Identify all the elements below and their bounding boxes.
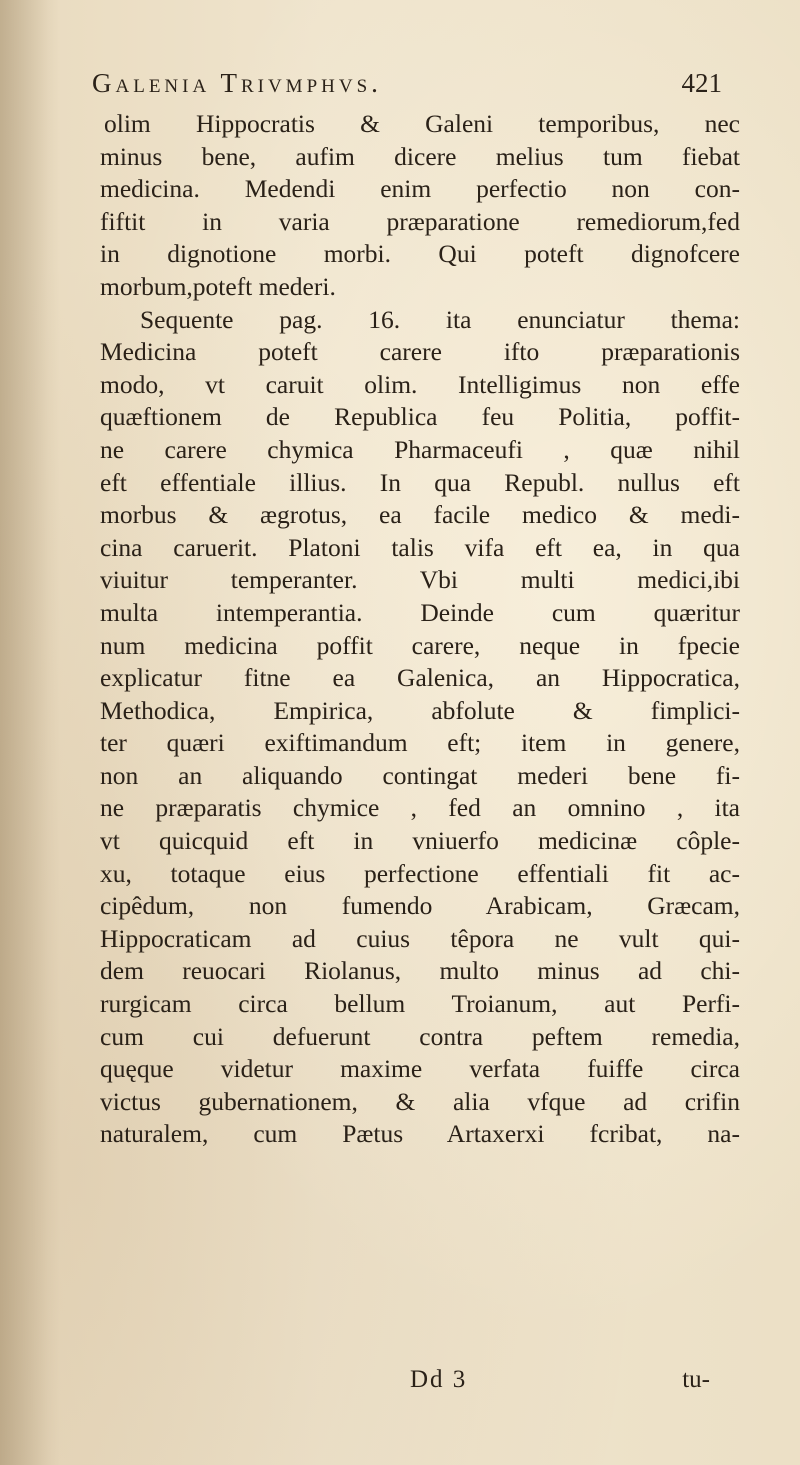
- text-line: Hippocraticam ad cuius têpora ne vult qui-: [100, 923, 740, 953]
- text-line: morbus & ægrotus, ea facile medico & medi-: [100, 500, 740, 530]
- text-line: Sequente pag. 16. ita enunciatur thema:: [140, 304, 740, 334]
- text-line: explicatur fitne ea Galenica, an Hippocratica,: [100, 663, 740, 693]
- text-line: num medicina poffit carere, neque in fpecie: [100, 630, 740, 660]
- text-line: viuitur temperanter. Vbi multi medici,ibi: [100, 565, 740, 595]
- text-line: Methodica, Empirica, abfolute & fimplici-: [100, 695, 740, 725]
- text-line: modo, vt caruit olim. Intelligimus non effe: [100, 369, 740, 399]
- text-line: ter quæri exiftimandum eft; item in genere,: [100, 728, 740, 758]
- text-line: victus gubernationem, & alia vfque ad crifin: [100, 1086, 740, 1116]
- signature-mark: Dd 3: [410, 1366, 468, 1393]
- text-line: fiftit in varia præparatione remediorum,fed: [100, 206, 740, 236]
- text-line: ne præparatis chymice , fed an omnino , ita: [100, 793, 740, 823]
- catchword: tu-: [682, 1366, 710, 1393]
- text-line: in dignotione morbi. Qui poteft dignofcere: [100, 239, 740, 269]
- text-line: quæftionem de Republica feu Politia, poffit-: [100, 402, 740, 432]
- text-line: multa intemperantia. Deinde cum quæritur: [100, 597, 740, 627]
- text-line: cina caruerit. Platoni talis vifa eft ea, in qua: [100, 532, 740, 562]
- running-title: Galenia Trivmphvs.: [92, 68, 382, 98]
- text-line: Medicina poteft carere ifto præparationis: [100, 337, 740, 367]
- text-line: non an aliquando contingat mederi bene fi-: [100, 760, 740, 790]
- body-text: [100, 108, 740, 1151]
- text-line: quęque videtur maxime verfata fuiffe circa: [100, 1054, 740, 1084]
- page-number: 421: [681, 68, 722, 98]
- text-line: cipêdum, non fumendo Arabicam, Græcam,: [100, 891, 740, 921]
- page-footer: [410, 1366, 710, 1402]
- text-line: naturalem, cum Pætus Artaxerxi fcribat, na-: [100, 1119, 740, 1149]
- text-line: minus bene, aufim dicere melius tum fiebat: [100, 141, 740, 171]
- text-line: ne carere chymica Pharmaceufi , quæ nihil: [100, 434, 740, 464]
- gutter-shadow: [0, 0, 60, 1465]
- text-line: cum cui defuerunt contra peftem remedia,: [100, 1021, 740, 1051]
- text-line: xu, totaque eius perfectione effentiali fit ac-: [100, 858, 740, 888]
- text-line: rurgicam circa bellum Troianum, aut Perfi-: [100, 989, 740, 1019]
- text-line: medicina. Medendi enim perfectio non con-: [100, 174, 740, 204]
- page-header: [92, 68, 722, 104]
- text-line: vt quicquid eft in vniuerfo medicinæ côple-: [100, 826, 740, 856]
- text-line: morbum,poteft mederi.: [100, 271, 336, 301]
- text-line: olim Hippocratis & Galeni temporibus, nec: [104, 109, 740, 138]
- text-line: dem reuocari Riolanus, multo minus ad chi-: [100, 956, 740, 986]
- text-line: eft effentiale illius. In qua Republ. nullus eft: [100, 467, 740, 497]
